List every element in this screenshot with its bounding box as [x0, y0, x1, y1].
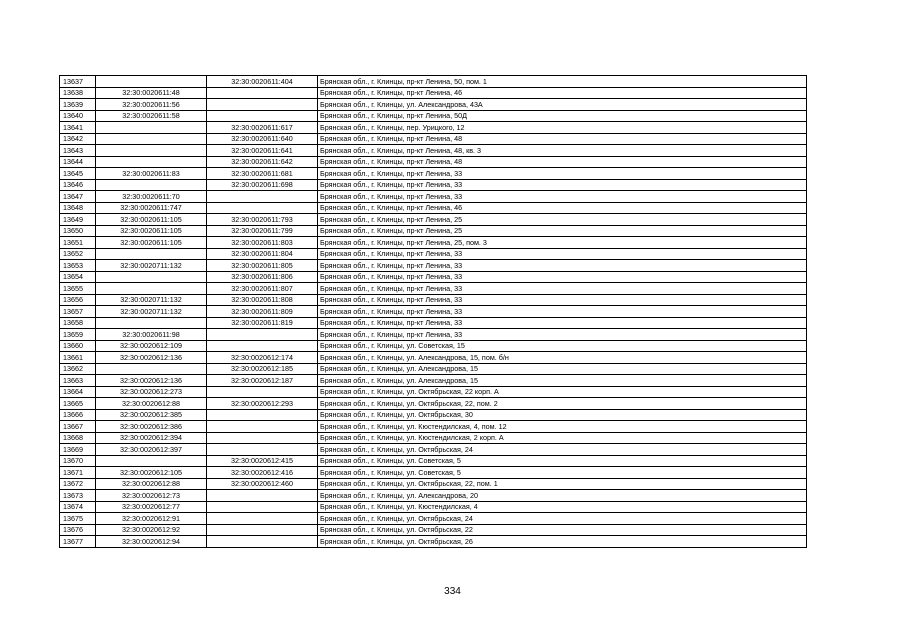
address-cell: Брянская обл., г. Клинцы, ул. Октябрьская, 22 корп. А [318, 386, 807, 398]
cadastral-number-cell: 32:30:0020611:105 [96, 237, 207, 249]
cadastral-number-cell: 32:30:0020612:94 [96, 536, 207, 548]
cadastral-number-cell: 32:30:0020611:747 [96, 202, 207, 214]
cadastral-number-cell: 32:30:0020612:136 [96, 375, 207, 387]
address-cell: Брянская обл., г. Клинцы, ул. Октябрьская, 22, пом. 1 [318, 478, 807, 490]
table-row [60, 306, 807, 318]
cadastral-number-cell: 32:30:0020611:799 [207, 225, 318, 237]
row-number-cell: 13674 [60, 501, 96, 513]
cadastral-number-cell [96, 133, 207, 145]
table-row [60, 444, 807, 456]
cadastral-number-cell: 32:30:0020611:617 [207, 122, 318, 134]
cadastral-number-cell [207, 386, 318, 398]
address-cell: Брянская обл., г. Клинцы, пр-кт Ленина, 33 [318, 329, 807, 341]
cadastral-number-cell [207, 444, 318, 456]
table-row [60, 421, 807, 433]
cadastral-number-cell [207, 421, 318, 433]
row-number-cell: 13641 [60, 122, 96, 134]
cadastral-number-cell: 32:30:0020611:58 [96, 110, 207, 122]
table-row [60, 110, 807, 122]
cadastral-number-cell: 32:30:0020612:293 [207, 398, 318, 410]
cadastral-number-cell [96, 248, 207, 260]
cadastral-number-cell [207, 536, 318, 548]
table-row [60, 248, 807, 260]
cadastral-number-cell: 32:30:0020611:70 [96, 191, 207, 203]
table-row [60, 340, 807, 352]
row-number-cell: 13648 [60, 202, 96, 214]
cadastral-number-cell: 32:30:0020612:92 [96, 524, 207, 536]
cadastral-number-cell [96, 271, 207, 283]
cadastral-number-cell: 32:30:0020611:807 [207, 283, 318, 295]
table-row [60, 386, 807, 398]
address-cell: Брянская обл., г. Клинцы, пр-кт Ленина, 33 [318, 294, 807, 306]
cadastral-number-cell [207, 432, 318, 444]
cadastral-number-cell [96, 145, 207, 157]
cadastral-number-cell: 32:30:0020611:640 [207, 133, 318, 145]
cadastral-number-cell: 32:30:0020711:132 [96, 306, 207, 318]
property-registry-table [59, 75, 807, 548]
address-cell: Брянская обл., г. Клинцы, ул. Александрова, 20 [318, 490, 807, 502]
cadastral-number-cell: 32:30:0020612:77 [96, 501, 207, 513]
address-cell: Брянская обл., г. Клинцы, пр-кт Ленина, 33 [318, 271, 807, 283]
table-row [60, 260, 807, 272]
row-number-cell: 13650 [60, 225, 96, 237]
row-number-cell: 13676 [60, 524, 96, 536]
row-number-cell: 13659 [60, 329, 96, 341]
cadastral-number-cell: 32:30:0020612:91 [96, 513, 207, 525]
address-cell: Брянская обл., г. Клинцы, ул. Кюстендилская, 4 [318, 501, 807, 513]
row-number-cell: 13658 [60, 317, 96, 329]
table-row [60, 317, 807, 329]
table-row [60, 455, 807, 467]
table-row [60, 490, 807, 502]
table-row [60, 524, 807, 536]
row-number-cell: 13662 [60, 363, 96, 375]
cadastral-number-cell [96, 122, 207, 134]
table-row [60, 133, 807, 145]
address-cell: Брянская обл., г. Клинцы, пр-кт Ленина, 33 [318, 168, 807, 180]
table-row [60, 202, 807, 214]
address-cell: Брянская обл., г. Клинцы, ул. Кюстендилская, 4, пом. 12 [318, 421, 807, 433]
cadastral-number-cell [207, 87, 318, 99]
table-row [60, 225, 807, 237]
row-number-cell: 13677 [60, 536, 96, 548]
cadastral-number-cell: 32:30:0020611:803 [207, 237, 318, 249]
cadastral-number-cell [96, 455, 207, 467]
cadastral-number-cell [207, 409, 318, 421]
address-cell: Брянская обл., г. Клинцы, ул. Кюстендилская, 2 корп. А [318, 432, 807, 444]
row-number-cell: 13673 [60, 490, 96, 502]
cadastral-number-cell: 32:30:0020612:187 [207, 375, 318, 387]
cadastral-number-cell: 32:30:0020611:806 [207, 271, 318, 283]
row-number-cell: 13645 [60, 168, 96, 180]
table-row [60, 329, 807, 341]
address-cell: Брянская обл., г. Клинцы, ул. Советская, 5 [318, 455, 807, 467]
table-row [60, 87, 807, 99]
row-number-cell: 13668 [60, 432, 96, 444]
row-number-cell: 13663 [60, 375, 96, 387]
row-number-cell: 13642 [60, 133, 96, 145]
table-row [60, 467, 807, 479]
row-number-cell: 13647 [60, 191, 96, 203]
address-cell: Брянская обл., г. Клинцы, пр-кт Ленина, 33 [318, 248, 807, 260]
table-row [60, 536, 807, 548]
table-row [60, 375, 807, 387]
row-number-cell: 13644 [60, 156, 96, 168]
row-number-cell: 13640 [60, 110, 96, 122]
row-number-cell: 13657 [60, 306, 96, 318]
row-number-cell: 13651 [60, 237, 96, 249]
table-row [60, 294, 807, 306]
row-number-cell: 13660 [60, 340, 96, 352]
address-cell: Брянская обл., г. Клинцы, ул. Александрова, 15, пом. б/н [318, 352, 807, 364]
cadastral-number-cell: 32:30:0020612:109 [96, 340, 207, 352]
address-cell: Брянская обл., г. Клинцы, ул. Октябрьская, 24 [318, 513, 807, 525]
table-row [60, 237, 807, 249]
cadastral-number-cell: 32:30:0020611:105 [96, 225, 207, 237]
row-number-cell: 13665 [60, 398, 96, 410]
cadastral-number-cell [207, 329, 318, 341]
table-row [60, 271, 807, 283]
table-row [60, 363, 807, 375]
cadastral-number-cell: 32:30:0020612:136 [96, 352, 207, 364]
address-cell: Брянская обл., г. Клинцы, пр-кт Ленина, 25, пом. 3 [318, 237, 807, 249]
table-row [60, 168, 807, 180]
row-number-cell: 13669 [60, 444, 96, 456]
cadastral-number-cell: 32:30:0020611:808 [207, 294, 318, 306]
table-row [60, 283, 807, 295]
row-number-cell: 13656 [60, 294, 96, 306]
cadastral-number-cell: 32:30:0020612:460 [207, 478, 318, 490]
cadastral-number-cell: 32:30:0020611:56 [96, 99, 207, 111]
cadastral-number-cell: 32:30:0020611:805 [207, 260, 318, 272]
row-number-cell: 13654 [60, 271, 96, 283]
cadastral-number-cell [96, 317, 207, 329]
address-cell: Брянская обл., г. Клинцы, ул. Октябрьская, 30 [318, 409, 807, 421]
address-cell: Брянская обл., г. Клинцы, пр-кт Ленина, 46 [318, 202, 807, 214]
cadastral-number-cell [207, 191, 318, 203]
cadastral-number-cell: 32:30:0020611:804 [207, 248, 318, 260]
cadastral-number-cell [207, 513, 318, 525]
address-cell: Брянская обл., г. Клинцы, пер. Урицкого, 12 [318, 122, 807, 134]
cadastral-number-cell: 32:30:0020611:642 [207, 156, 318, 168]
table-row [60, 513, 807, 525]
row-number-cell: 13672 [60, 478, 96, 490]
address-cell: Брянская обл., г. Клинцы, ул. Советская, 15 [318, 340, 807, 352]
table-row [60, 214, 807, 226]
address-cell: Брянская обл., г. Клинцы, ул. Октябрьская, 22 [318, 524, 807, 536]
table-row [60, 398, 807, 410]
cadastral-number-cell: 32:30:0020711:132 [96, 294, 207, 306]
row-number-cell: 13638 [60, 87, 96, 99]
address-cell: Брянская обл., г. Клинцы, пр-кт Ленина, 25 [318, 225, 807, 237]
cadastral-number-cell [207, 524, 318, 536]
cadastral-number-cell: 32:30:0020611:48 [96, 87, 207, 99]
cadastral-number-cell: 32:30:0020612:394 [96, 432, 207, 444]
address-cell: Брянская обл., г. Клинцы, ул. Александрова, 15 [318, 375, 807, 387]
row-number-cell: 13652 [60, 248, 96, 260]
table-row [60, 352, 807, 364]
table-row [60, 122, 807, 134]
cadastral-number-cell: 32:30:0020611:793 [207, 214, 318, 226]
table-row [60, 409, 807, 421]
cadastral-number-cell [207, 490, 318, 502]
row-number-cell: 13637 [60, 76, 96, 88]
cadastral-number-cell [207, 110, 318, 122]
cadastral-number-cell [207, 501, 318, 513]
table-row [60, 179, 807, 191]
row-number-cell: 13666 [60, 409, 96, 421]
address-cell: Брянская обл., г. Клинцы, ул. Октябрьская, 22, пом. 2 [318, 398, 807, 410]
row-number-cell: 13671 [60, 467, 96, 479]
address-cell: Брянская обл., г. Клинцы, пр-кт Ленина, 33 [318, 283, 807, 295]
cadastral-number-cell [96, 363, 207, 375]
cadastral-number-cell: 32:30:0020611:681 [207, 168, 318, 180]
table-row [60, 145, 807, 157]
cadastral-number-cell [96, 283, 207, 295]
cadastral-number-cell: 32:30:0020612:88 [96, 398, 207, 410]
address-cell: Брянская обл., г. Клинцы, пр-кт Ленина, 50, пом. 1 [318, 76, 807, 88]
row-number-cell: 13661 [60, 352, 96, 364]
cadastral-number-cell: 32:30:0020711:132 [96, 260, 207, 272]
address-cell: Брянская обл., г. Клинцы, ул. Советская, 5 [318, 467, 807, 479]
cadastral-number-cell: 32:30:0020611:105 [96, 214, 207, 226]
cadastral-number-cell: 32:30:0020612:415 [207, 455, 318, 467]
row-number-cell: 13653 [60, 260, 96, 272]
address-cell: Брянская обл., г. Клинцы, пр-кт Ленина, 25 [318, 214, 807, 226]
cadastral-number-cell: 32:30:0020612:105 [96, 467, 207, 479]
address-cell: Брянская обл., г. Клинцы, ул. Александрова, 43А [318, 99, 807, 111]
cadastral-number-cell: 32:30:0020612:174 [207, 352, 318, 364]
cadastral-number-cell [207, 340, 318, 352]
cadastral-number-cell: 32:30:0020612:416 [207, 467, 318, 479]
cadastral-number-cell [207, 99, 318, 111]
cadastral-number-cell: 32:30:0020611:809 [207, 306, 318, 318]
table-row [60, 478, 807, 490]
row-number-cell: 13667 [60, 421, 96, 433]
row-number-cell: 13664 [60, 386, 96, 398]
cadastral-number-cell: 32:30:0020612:73 [96, 490, 207, 502]
cadastral-number-cell [96, 179, 207, 191]
row-number-cell: 13649 [60, 214, 96, 226]
address-cell: Брянская обл., г. Клинцы, ул. Октябрьская, 24 [318, 444, 807, 456]
cadastral-number-cell [207, 202, 318, 214]
cadastral-number-cell: 32:30:0020612:273 [96, 386, 207, 398]
cadastral-number-cell [96, 156, 207, 168]
row-number-cell: 13643 [60, 145, 96, 157]
cadastral-number-cell: 32:30:0020612:185 [207, 363, 318, 375]
cadastral-number-cell: 32:30:0020612:88 [96, 478, 207, 490]
table-row [60, 432, 807, 444]
cadastral-number-cell: 32:30:0020611:819 [207, 317, 318, 329]
address-cell: Брянская обл., г. Клинцы, пр-кт Ленина, 50Д [318, 110, 807, 122]
address-cell: Брянская обл., г. Клинцы, пр-кт Ленина, 46 [318, 87, 807, 99]
row-number-cell: 13670 [60, 455, 96, 467]
row-number-cell: 13646 [60, 179, 96, 191]
address-cell: Брянская обл., г. Клинцы, пр-кт Ленина, 33 [318, 260, 807, 272]
cadastral-number-cell: 32:30:0020611:698 [207, 179, 318, 191]
table-row [60, 501, 807, 513]
address-cell: Брянская обл., г. Клинцы, пр-кт Ленина, 48 [318, 133, 807, 145]
table-row [60, 156, 807, 168]
table-row [60, 191, 807, 203]
cadastral-number-cell: 32:30:0020612:397 [96, 444, 207, 456]
cadastral-number-cell: 32:30:0020611:641 [207, 145, 318, 157]
table-row [60, 76, 807, 88]
page-number: 334 [444, 586, 461, 597]
address-cell: Брянская обл., г. Клинцы, пр-кт Ленина, 48, кв. 3 [318, 145, 807, 157]
registry-table-body [60, 76, 807, 548]
address-cell: Брянская обл., г. Клинцы, пр-кт Ленина, 33 [318, 191, 807, 203]
address-cell: Брянская обл., г. Клинцы, ул. Октябрьская, 26 [318, 536, 807, 548]
cadastral-number-cell: 32:30:0020611:98 [96, 329, 207, 341]
cadastral-number-cell: 32:30:0020611:83 [96, 168, 207, 180]
address-cell: Брянская обл., г. Клинцы, пр-кт Ленина, 33 [318, 179, 807, 191]
table-row [60, 99, 807, 111]
row-number-cell: 13639 [60, 99, 96, 111]
cadastral-number-cell: 32:30:0020612:385 [96, 409, 207, 421]
address-cell: Брянская обл., г. Клинцы, пр-кт Ленина, 48 [318, 156, 807, 168]
cadastral-number-cell: 32:30:0020612:386 [96, 421, 207, 433]
address-cell: Брянская обл., г. Клинцы, пр-кт Ленина, 33 [318, 317, 807, 329]
row-number-cell: 13655 [60, 283, 96, 295]
address-cell: Брянская обл., г. Клинцы, пр-кт Ленина, 33 [318, 306, 807, 318]
row-number-cell: 13675 [60, 513, 96, 525]
cadastral-number-cell [96, 76, 207, 88]
cadastral-number-cell: 32:30:0020611:404 [207, 76, 318, 88]
address-cell: Брянская обл., г. Клинцы, ул. Александрова, 15 [318, 363, 807, 375]
